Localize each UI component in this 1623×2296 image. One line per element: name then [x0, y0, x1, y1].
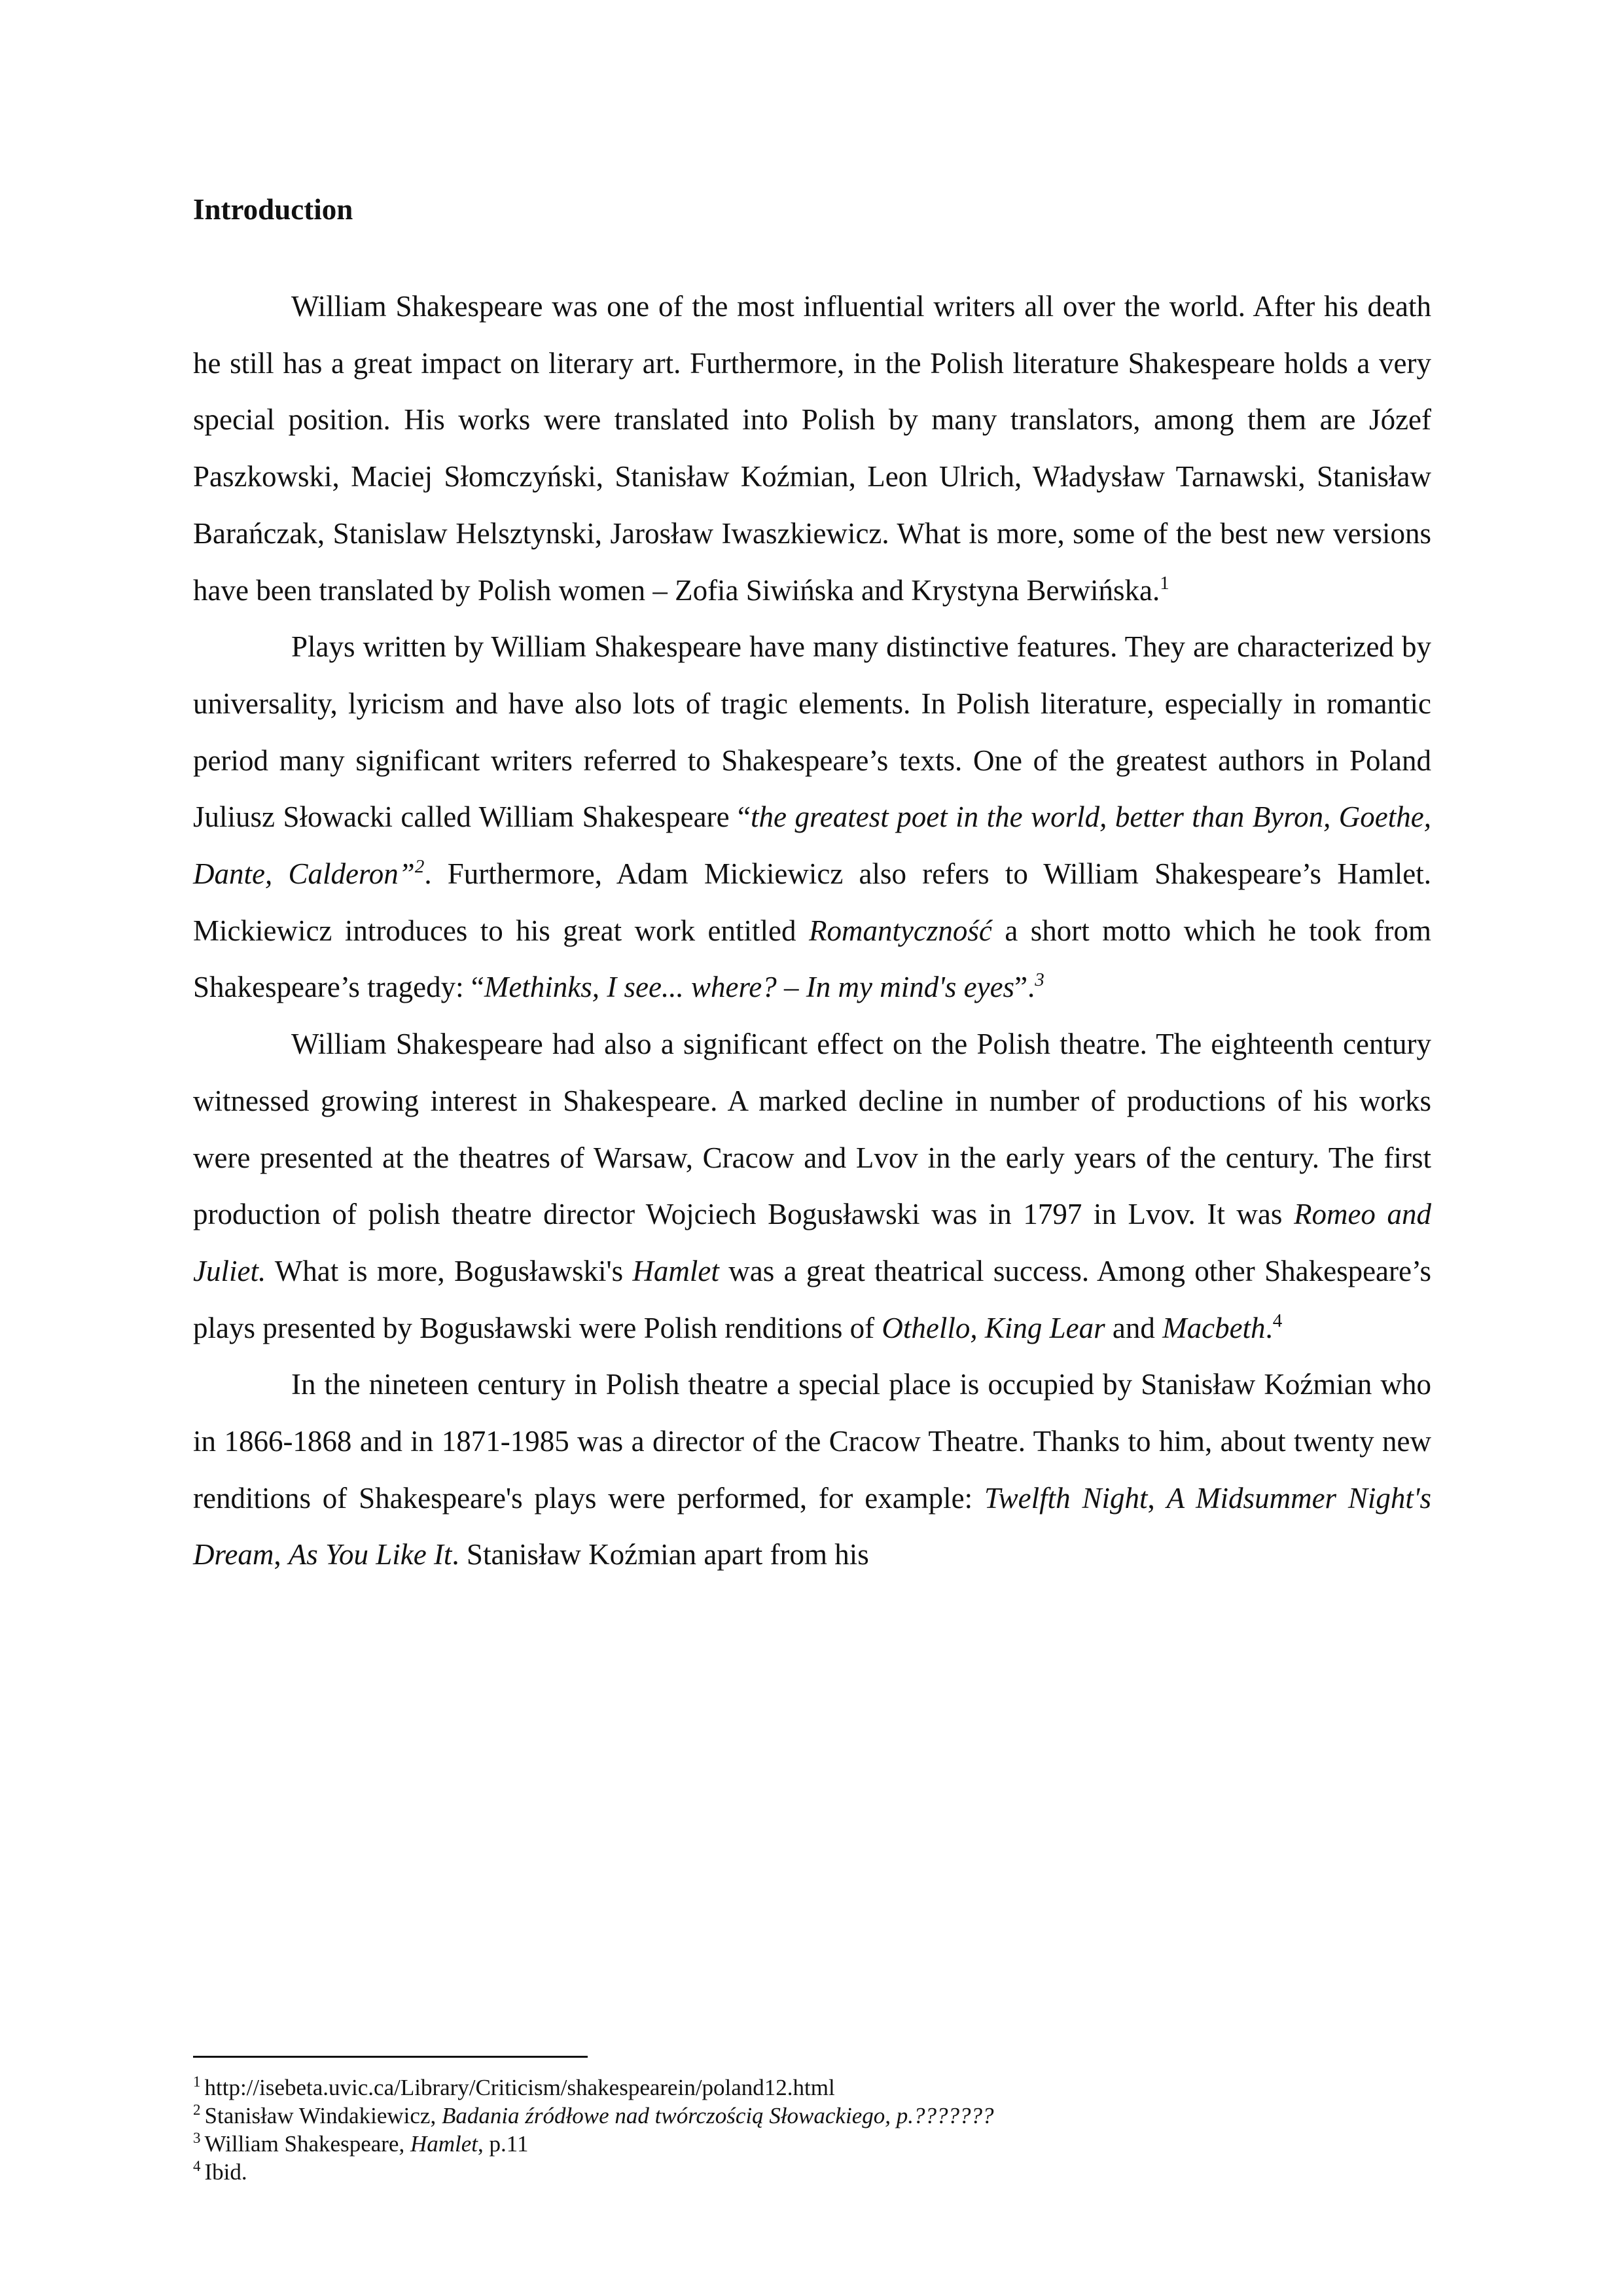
paragraph-3-text-c: was a great theatrical success. Among other Shakespeare’s plays presented by Bogusławski were Polish renditions of	[193, 1254, 1431, 1344]
paragraph-2-text-a: Plays written by William Shakespeare have many distinctive features. They are characterized by universality, lyricism and have also lots of tragic elements. In Polish literature, especially in romantic period many significant writers referred to Shakespeare’s texts. One of the greatest authors in Poland Juliusz Słowacki called William Shakespeare “	[193, 630, 1431, 834]
romantycznosc-title: Romantyczność	[808, 914, 992, 947]
footnote-ref-2: 2	[414, 856, 425, 878]
footnote-number: 3	[193, 2130, 201, 2146]
paragraph-4-text-a: In the nineteen century in Polish theatre a special place is occupied by Stanisław Koźmian who in 1866-1868 and in 1871-1985 was a director of the Cracow Theatre. Thanks to him, about twenty new renditions of Shakespeare's plays were performed, for example:	[193, 1368, 1431, 1515]
paragraph-3-text-d: and	[1105, 1311, 1163, 1344]
footnotes	[193, 2073, 1431, 2186]
othello-king-lear-titles: Othello, King Lear	[882, 1311, 1105, 1344]
romeo-and-juliet-title: Romeo and Juliet.	[193, 1198, 1431, 1287]
paragraph-4-text-c: ,	[274, 1538, 289, 1571]
footnote-2	[193, 2102, 1431, 2130]
macbeth-title: Macbeth	[1162, 1311, 1266, 1344]
paragraph-3	[193, 1016, 1431, 1356]
paragraph-2-text-d: ”.	[1014, 971, 1035, 1004]
footnote-number: 4	[193, 2158, 201, 2174]
paragraph-4	[193, 1356, 1431, 1583]
footnote-3	[193, 2130, 1431, 2158]
footnote-title: Hamlet	[410, 2131, 478, 2157]
footnote-ref-3: 3	[1035, 969, 1044, 991]
hamlet-quote: Methinks, I see... where? – In my mind's eyes	[484, 971, 1015, 1004]
midsummer-title: A Midsummer Night's Dream	[193, 1481, 1432, 1571]
slowacki-quote-text: the greatest poet in the world, better than Byron, Goethe, Dante, Calderon”	[193, 800, 1432, 891]
footnote-number: 1	[193, 2073, 201, 2090]
hamlet-title: Hamlet	[632, 1254, 719, 1287]
footnote-title: Badania źródłowe nad twórczością Słowackiego, p.???????	[441, 2103, 994, 2128]
footnote-link[interactable]: http://isebeta.uvic.ca/Library/Criticism/shakespearein/poland12.html	[204, 2075, 835, 2100]
paragraph-1	[193, 278, 1431, 619]
paragraph-4-text-d: . Stanisław Koźmian apart from his	[452, 1538, 869, 1571]
paragraph-3-text-b: What is more, Bogusławski's	[266, 1254, 633, 1287]
footnote-ref-4: 4	[1272, 1310, 1283, 1331]
footnote-1	[193, 2073, 1431, 2102]
twelfth-night-title: Twelfth Night	[984, 1481, 1148, 1515]
paragraph-1-text: William Shakespeare was one of the most influential writers all over the world. After his death he still has a great impact on literary art. Furthermore, in the Polish literature Shakespeare holds a very special position. His works were translated into Polish by many translators, among them are Józef Paszkowski, Maciej Słomczyński, Stanisław Koźmian, Leon Ulrich, Władysław Tarnawski, Stanisław Barańczak, Stanislaw Helsztynski, Jarosław Iwaszkiewicz. What is more, some of the best new versions have been translated by Polish women – Zofia Siwińska and Krystyna Berwińska.	[193, 290, 1431, 607]
footnote-text: Stanisław Windakiewicz,	[204, 2103, 442, 2128]
page-title: Introduction	[193, 193, 353, 226]
footnote-4	[193, 2158, 1431, 2186]
footnote-number: 2	[193, 2102, 201, 2118]
main-text	[193, 191, 1431, 1583]
as-you-like-it-title: As You Like It	[288, 1538, 452, 1571]
paragraph-3-text-e: .	[1265, 1311, 1273, 1344]
footnote-text: Ibid.	[204, 2159, 247, 2185]
paragraph-2-text-b: . Furthermore, Adam Mickiewicz also refers to William Shakespeare’s Hamlet. Mickiewicz introduces to his great work entitled	[193, 857, 1431, 947]
footnote-divider	[193, 2056, 588, 2058]
footnote-page: , p.11	[478, 2131, 529, 2157]
footnote-text: William Shakespeare,	[204, 2131, 410, 2157]
footnote-ref-1: 1	[1160, 572, 1169, 594]
paragraph-2	[193, 619, 1431, 1016]
paragraph-2-text-c: a short motto which he took from Shakespeare’s tragedy: “	[193, 914, 1431, 1004]
paragraph-3-text-a: William Shakespeare had also a significant effect on the Polish theatre. The eighteenth century witnessed growing interest in Shakespeare. A marked decline in number of productions of his works were presented at the theatres of Warsaw, Cracow and Lvov in the early years of the century. The first production of polish theatre director Wojciech Bogusławski was in 1797 in Lvov. It was	[193, 1028, 1431, 1231]
paragraph-4-text-b: ,	[1147, 1481, 1167, 1515]
